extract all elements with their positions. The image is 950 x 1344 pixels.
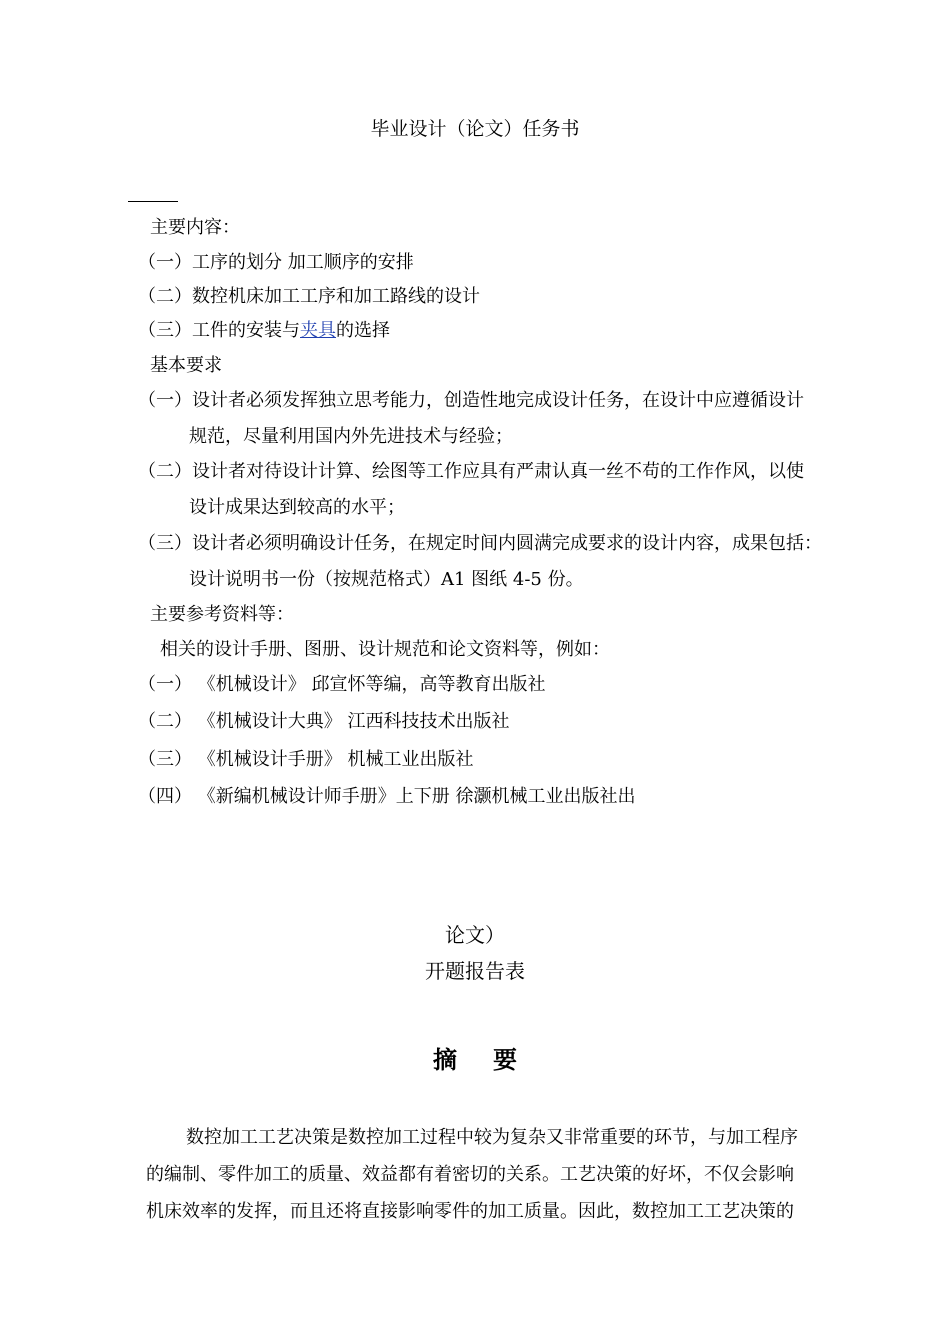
main-content-item-3 <box>138 320 390 342</box>
opening-report-line-1: 论文） <box>445 923 505 947</box>
reference-2: （二） 《机械设计大典》 江西科技技术出版社 <box>138 711 510 732</box>
requirement-3-line-2: 设计说明书一份（按规范格式）A1 图纸 4-5 份。 <box>189 569 584 590</box>
references-heading: 主要参考资料等： <box>150 604 294 625</box>
abstract-line-2: 的编制、零件加工的质量、效益都有着密切的关系。工艺决策的好坏，不仅会影响 <box>146 1164 794 1185</box>
divider-line <box>128 201 178 202</box>
abstract-title-char-2: 要 <box>493 1045 517 1074</box>
abstract-line-3: 机床效率的发挥，而且还将直接影响零件的加工质量。因此，数控加工工艺决策的 <box>146 1201 794 1222</box>
reference-4: （四） 《新编机械设计师手册》上下册 徐灏机械工业出版社出 <box>138 786 636 807</box>
opening-report-title: 开题报告表 <box>425 959 525 983</box>
references-intro: 相关的设计手册、图册、设计规范和论文资料等，例如： <box>160 639 610 660</box>
requirement-2-line-1: （二）设计者对待设计计算、绘图等工作应具有严肃认真一丝不苟的工作作风，以使 <box>138 461 804 482</box>
main-content-heading: 主要内容： <box>150 217 240 238</box>
requirement-2-line-2: 设计成果达到较高的水平； <box>189 497 405 518</box>
main-content-item-3-prefix: （三）工件的安装与 <box>138 320 300 341</box>
main-content-item-3-suffix: 的选择 <box>336 320 390 341</box>
fixture-link[interactable]: 夹具 <box>300 320 336 341</box>
reference-1: （一） 《机械设计》 邱宣怀等编，高等教育出版社 <box>138 674 546 695</box>
abstract-title <box>0 1040 950 1075</box>
requirements-heading: 基本要求 <box>150 355 222 376</box>
abstract-title-char-1: 摘 <box>433 1045 457 1074</box>
requirement-1-line-1: （一）设计者必须发挥独立思考能力，创造性地完成设计任务，在设计中应遵循设计 <box>138 390 804 411</box>
main-content-item-2: （二）数控机床加工工序和加工路线的设计 <box>138 286 480 307</box>
main-content-item-1: （一）工序的划分 加工顺序的安排 <box>138 252 414 273</box>
requirement-3-line-1: （三）设计者必须明确设计任务，在规定时间内圆满完成要求的设计内容，成果包括： <box>138 533 822 554</box>
task-book-title: 毕业设计（论文）任务书 <box>370 118 580 140</box>
abstract-line-1: 数控加工工艺决策是数控加工过程中较为复杂又非常重要的环节，与加工程序 <box>186 1127 798 1148</box>
requirement-1-line-2: 规范，尽量利用国内外先进技术与经验； <box>189 426 513 447</box>
reference-3: （三） 《机械设计手册》 机械工业出版社 <box>138 749 474 770</box>
